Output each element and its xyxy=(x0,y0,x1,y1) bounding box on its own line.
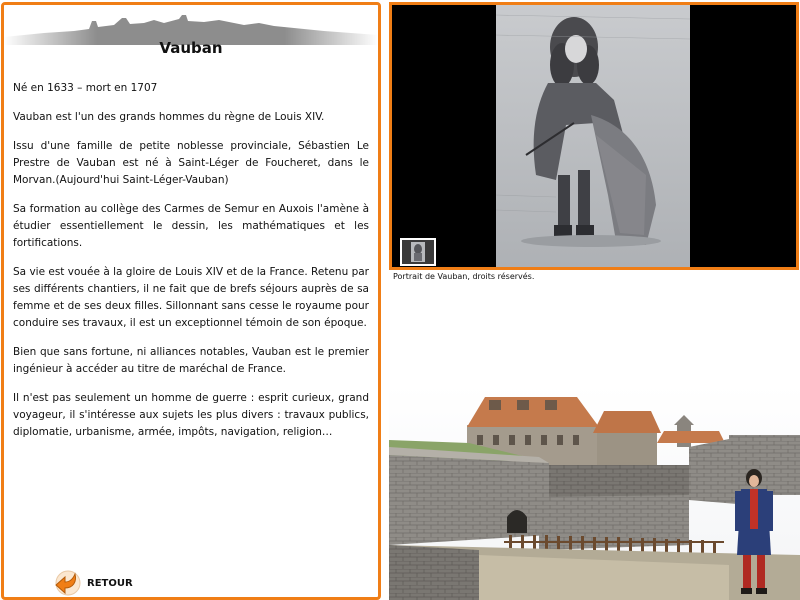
back-button[interactable] xyxy=(51,568,133,598)
paragraph-marshal: Bien que sans fortune, ni alliances notables, Vauban est le premier ingénieur à accéder au titre de maréchal de France. xyxy=(13,346,369,375)
paragraph-life: Sa vie est vouée à la gloire de Louis XIV et de la France. Retenu par ses différents chantiers, il ne fait que de brefs séjours auprès de sa femme et de ses deux filles. Sillonnant sans cesse le royaume pour conduire ses travaux, il est un exceptionnel témoin de son époque. xyxy=(13,266,369,329)
portrait-caption: Portrait de Vauban, droits réservés. xyxy=(393,272,535,281)
paragraph-interests: Il n'est pas seulement un homme de guerre : esprit curieux, grand voyageur, il s'intéresse aux sujets les plus divers : travaux publics, diplomatie, urbanisme, armée, impôts, navigation, religion… xyxy=(13,392,369,438)
vauban-portrait-engraving xyxy=(496,5,690,267)
biography-text xyxy=(13,80,369,453)
portrait-thumbnail-button[interactable] xyxy=(400,238,436,266)
paragraph-intro: Vauban est l'un des grands hommes du règne de Louis XIV. xyxy=(13,111,325,123)
paragraph-education: Sa formation au collège des Carmes de Semur en Auxois l'amène à étudier essentiellement le dessin, les mathématiques et les fortifications. xyxy=(13,203,369,249)
portrait-viewer xyxy=(389,2,799,270)
text-panel xyxy=(1,2,381,600)
back-arrow-icon xyxy=(51,568,85,598)
page-title: Vauban xyxy=(159,39,223,57)
fortress-scene xyxy=(389,385,800,600)
paragraph-origins: Issu d'une famille de petite noblesse provinciale, Sébastien Le Prestre de Vauban est né à Saint-Léger de Foucheret, dans le Morvan.(Aujourd'hui Saint-Léger-Vauban) xyxy=(13,140,369,186)
paragraph-dates: Né en 1633 – mort en 1707 xyxy=(13,82,158,94)
back-button-label: RETOUR xyxy=(87,577,133,589)
